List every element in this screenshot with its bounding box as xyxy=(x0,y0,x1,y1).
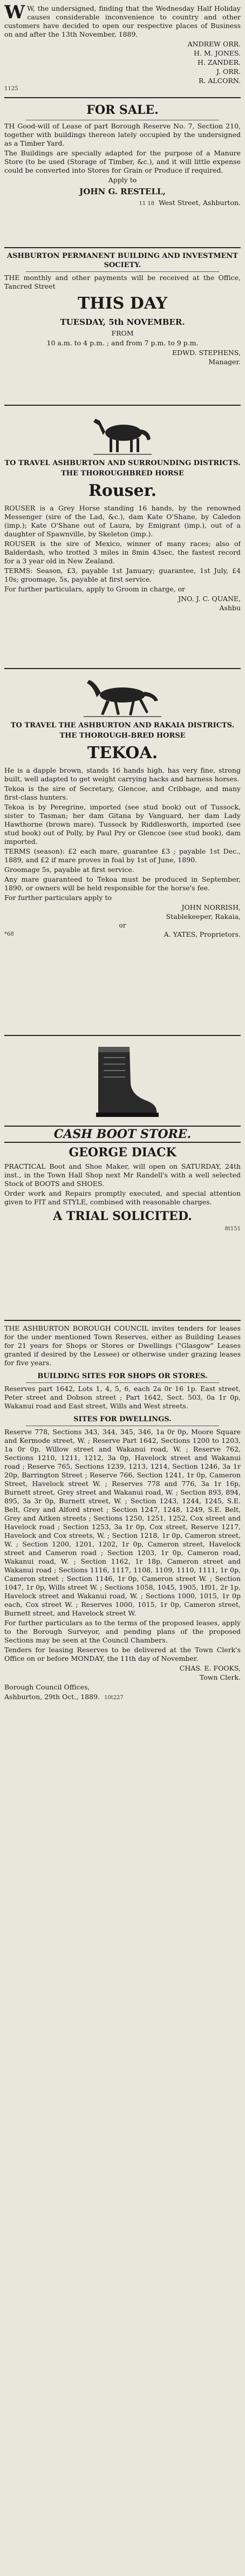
apply-label: Apply to xyxy=(108,176,137,184)
trial-solicited: A TRIAL SOLICITED. xyxy=(53,1209,192,1223)
signer: J. ORR. xyxy=(216,67,241,76)
ad-reference: 8t151 xyxy=(224,1226,241,1232)
for-sale-ad xyxy=(4,100,241,248)
signer: JOHN NORRISH, xyxy=(181,903,241,911)
signer: ANDREW ORR. xyxy=(187,40,241,48)
tekoa-breed-line: THE THOROUGH-BRED HORSE xyxy=(59,732,186,740)
council-heading: BUILDING SITES FOR SHOPS OR STORES. xyxy=(37,1372,208,1380)
for-sale-heading: FOR SALE. xyxy=(86,103,159,117)
tekoa-text: Groomage 5s, payable at first service. xyxy=(4,866,134,874)
signer-title: Manager. xyxy=(208,358,241,366)
drop-cap: W xyxy=(4,3,25,23)
seller-name: JOHN G. RESTELL, xyxy=(79,187,166,196)
seller-address: West Street, Ashburton. xyxy=(158,199,241,207)
half-holiday-notice xyxy=(4,3,241,98)
council-footer: Ashburton, 29th Oct., 1889. xyxy=(4,1693,100,1701)
notice-text: W, the undersigned, finding that the Wednesday Half Holiday causes considerable inconvenience to country and other customers have decided to open our respective places of Business on and after the 13th November, 1889. xyxy=(4,4,241,38)
tekoa-name: TEKOA. xyxy=(87,744,158,762)
tekoa-text: Tekoa is the sire of Secretary, Glencoe, and Cribbage, and many first-class hunters. xyxy=(4,785,241,801)
signer: R. ALCORN. xyxy=(198,77,241,85)
for-sale-text: TH Good-will of Lease of part Borough Reserve No. 7, Section 210, together with buildings thereon lately occupied by the undersigned as a Timber Yard. xyxy=(4,122,241,147)
signer: EDWD. STEPHENS, xyxy=(172,349,241,357)
tekoa-apply: For further particulars apply to xyxy=(4,894,112,902)
ad-reference: *68 xyxy=(4,931,14,937)
council-text: Tenders for leasing Reserves to be delivered at the Town Clerk's Office on or before MONDAY, the 11th day of November. xyxy=(4,1646,241,1662)
council-footer: Borough Council Offices, xyxy=(4,1683,90,1691)
for-sale-text: The Buildings are specially adapted for the purpose of a Manure Store (to be used (Storage of Timber, &c.), and it will little expense could be converted into Stores for Grain or Produce if required. xyxy=(4,149,241,174)
signer: CHAS. E. FOOKS, xyxy=(179,1664,241,1672)
borough-council-ad xyxy=(4,1323,241,2564)
boot-store-owner: GEORGE DIACK xyxy=(69,1146,176,1160)
office-hours: 10 a.m. to 4 p.m. ; and from 7 p.m. to 9 p.m. xyxy=(46,339,199,347)
signer: H. ZANDER. xyxy=(197,58,241,66)
ad-reference: 1125 xyxy=(4,86,18,92)
this-day-heading: THIS DAY xyxy=(77,294,168,313)
council-text: For further particulars as to the terms of the proposed leases, apply to the Borough Surveyor, and pending plans of the proposed Sections may be seen at the Council Chambers. xyxy=(4,1619,241,1644)
signer: JNO. J. C. QUANE, xyxy=(178,595,241,603)
or-label: or xyxy=(119,922,126,929)
boot-illustration xyxy=(82,1041,163,1122)
society-text: THE monthly and other payments will be received at the Office, Tancred Street xyxy=(4,274,241,290)
tekoa-text: Any mare guaranteed to Tekoa must be produced in September, 1890, or owners will be held responsible for the horse's fee. xyxy=(4,875,241,892)
rouser-text: ROUSER is a Grey Horse standing 16 hands, by the renowned Messenger (sire of the Lad, &c.), dam Kate O'Shane, by Caledon (imp.); Kate O'Shane out of Laura, by Emigrant (imp.), out of a daughter of Spawnville, by Skeleton (imp.). xyxy=(4,504,241,538)
boot-store-text: Order work and Repairs promptly executed, and special attention given to FIT and STYLE, combined with reasonable charges. xyxy=(4,1189,241,1206)
signer-title: Town Clerk. xyxy=(199,1673,241,1681)
boot-store-ad xyxy=(4,1038,241,1321)
horse-illustration xyxy=(79,674,166,718)
tekoa-stud-ad xyxy=(4,671,241,1036)
society-date: TUESDAY, 5th NOVEMBER. xyxy=(60,317,185,327)
rouser-breed-line: THE THOROUGHBRED HORSE xyxy=(61,469,184,478)
signer-title: Stablekeeper, Rakaia, xyxy=(166,912,241,921)
ad-reference: 11 18 xyxy=(139,201,154,207)
council-text: THE ASHBURTON BOROUGH COUNCIL invites tenders for leases for the under mentioned Town Reserves, either as Building Leases for 21 years for Shops or Stores or Dwellings ("Glasgow" Leases granted if desired by the Lessee) or otherwise under grazing leases for five years. xyxy=(4,1324,241,1367)
tekoa-terms: TERMS (season): £2 each mare, guarantee £3 ; payable 1st Dec., 1889, and £2 if mare proves in foal by 1st of June, 1890. xyxy=(4,847,241,864)
rouser-terms: TERMS: Season, £3, payable 1st January; guarantee, 1st July, £4 10s; groomage, 5s, payable at first service. xyxy=(4,567,241,583)
building-society-ad xyxy=(4,250,241,406)
tekoa-text: Tekoa is by Peregrine, imported (see stud book) out of Tussock, sister to Tasman; her dam Gitana by Vanguard, her dam Lady Hawthorne (brown mare). Tussock by Riddlesworth, imported (see stud book) out of Polly, by Paul Pry or Glencoe (see stud book), dam imported. xyxy=(4,803,241,846)
rouser-travel-line: TO TRAVEL ASHBURTON AND SURROUNDING DISTRICTS. xyxy=(4,459,241,467)
rouser-stud-ad xyxy=(4,408,241,669)
boot-store-banner: CASH BOOT STORE. xyxy=(4,1126,241,1143)
rouser-text: ROUSER is the sire of Mexico, winner of many races; also of Balderdash, who trotted 3 miles in 8min 43sec, the fastest record for a 3 year old in New Zealand. xyxy=(4,540,241,565)
tekoa-travel-line: TO TRAVEL THE ASHBURTON AND RAKAIA DISTRICTS. xyxy=(10,721,235,730)
boot-store-text: PRACTICAL Boot and Shoe Maker, will open on SATURDAY, 24th inst., in the Town Hall Shop next Mr Randell's with a well selected Stock of BOOTS and SHOES. xyxy=(4,1162,241,1188)
society-heading: ASHBURTON PERMANENT BUILDING AND INVESTMENT SOCIETY. xyxy=(7,252,238,269)
signer-place: Ashbu xyxy=(219,604,241,612)
from-label: FROM xyxy=(111,329,134,337)
signer: A. YATES, Proprietors. xyxy=(164,930,241,938)
ad-reference: 10t227 xyxy=(104,1695,124,1701)
horse-illustration xyxy=(90,411,155,455)
signer: H. M. JONES. xyxy=(193,49,241,57)
tekoa-text: He is a dapple brown, stands 16 hands high, has very fine, strong built, well adapted to get weight carrying hacks and harness horses. xyxy=(4,766,241,783)
rouser-name: Rouser. xyxy=(88,481,157,500)
council-text: Reserves part 1642, Lots 1, 4, 5, 6, each 2a 0r 16 1p. East street, Peter street and Dobson street ; Part 1642, Sect. 503, 0a 1r 0p, Wakanui road and East street, Wills and West streets. xyxy=(4,1385,241,1410)
rouser-apply: For further particulars, apply to Groom in charge, or xyxy=(4,585,186,593)
council-heading: SITES FOR DWELLINGS. xyxy=(73,1415,172,1423)
council-text: Reserve 778, Sections 343, 344, 345, 346, 1a 0r 0p, Moore Square and Kermode street, W. ; Reserve Part 1642, Sections 1200 to 1203, 1a 0r 0p, Willow street and Wakanui road, W. ; Reserve 762, Sections 1210, 1211, 1212, 3a 0p, Havelock street and Wakanui road ; Reserve 765, Sections 1239, 1213, 1214, Section 1246, 3a 1r 20p, Barrington Street ; Reserve 766, Section 1241, 1r 0p, Cameron Street, Havelock street W. ; Reserves 778 and 776, 3a 1r 16p, Burnett street, Grey street and Wakanui road, W. ; Section 893, 894, 895, 3a 3r 0p, Burnett street, W. ; Section 1243, 1244, 1245, S.E. Belt, Grey and Alford street ; Section 1247, 1248, 1249, S.E. Belt, Grey and Aitken streets ; Sections 1250, 1251, 1252, Cox street and Havelock road ; Section 1253, 3a 1r 0p, Cox street, Reserve 1217, Havelock and Cox streets, W. ; Section 1218, 1r 0p, Cameron street, W. ; Section 1200, 1201, 1202, 1r 0p, Cameron street, Havelock street and Cameron road ; Section 1203, 1r 0p, Cameron road, Wakanui road, W. ; Section 1162, 1r 18p, Cameron street and Wakanui road ; Sections 1116, 1117, 1108, 1109, 1110, 1111, 1r 0p, Cameron street ; Section 1146, 1r 0p, Cameron street W. ; Section 1047, 1r 0p, Wills street W. ; Sections 1058, 1045, 1905, 1f01, 2r 1p, Havelock street and Wakanui road, W. ; Sections 1000, 1015, 1r 0p each, Cox street W. ; Reserves 1000, 1015, 1r 0p, Cameron street, Burnett street, and Havelock street W. xyxy=(4,1428,241,1617)
